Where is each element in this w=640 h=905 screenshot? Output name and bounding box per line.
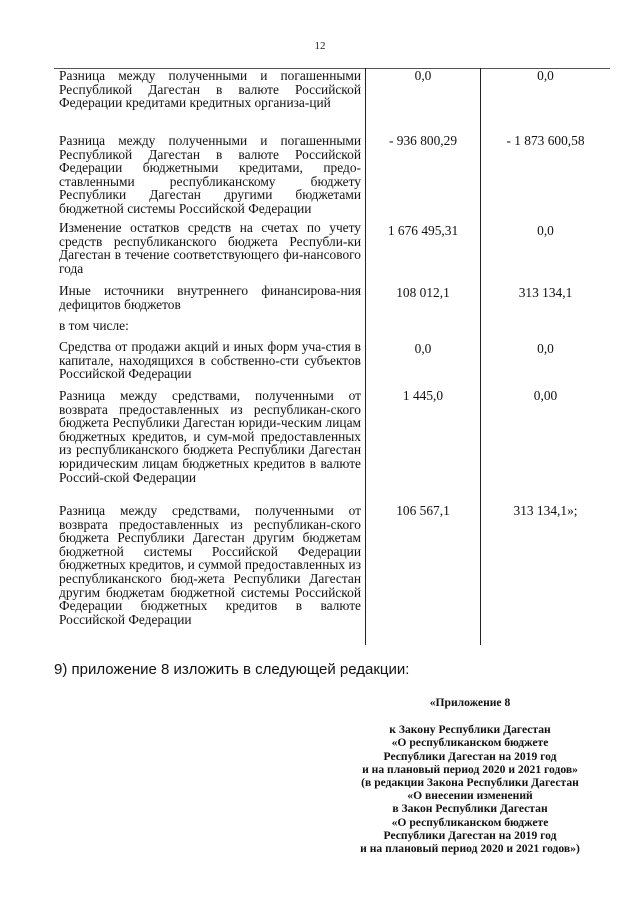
appendix-line: и на плановый период 2020 и 2021 годов» (362, 762, 578, 776)
row-label: в том числе: (59, 318, 129, 333)
appendix-line: к Закону Республики Дагестан (389, 723, 551, 737)
row-value-2020: 106 567,1 (396, 503, 450, 518)
row-label: Разница между полученными и погашенными Республикой Дагестан в валюте Российской Федерации кредитами кредитных организа-ций (59, 68, 361, 111)
row-value-2020: 0,0 (414, 68, 432, 83)
column-divider-2 (480, 68, 481, 645)
row-label: Средства от продажи акций и иных форм уча-стия в капитале, находящихся в собственно-сти субъектов Российской Федерации (59, 339, 361, 382)
row-label: Иные источники внутреннего финансирова-ния дефицитов бюджетов (59, 283, 361, 312)
appendix-line: и на плановый период 2020 и 2021 годов») (360, 842, 580, 856)
row-value-2021: 313 134,1»; (513, 503, 578, 518)
column-divider-1 (365, 68, 366, 645)
row-label: Изменение остатков средств на счетах по учету средств республиканского бюджета Республи-ки Дагестан в течение соответствующего фи-нансового года (59, 220, 361, 276)
appendix-line: (в редакции Закона Республики Дагестан (361, 776, 579, 790)
row-value-2021: 0,0 (537, 223, 554, 238)
row-value-2020: 108 012,1 (396, 285, 450, 300)
appendix-line: «О республиканском бюджете (391, 815, 549, 829)
row-value-2020: 1 445,0 (402, 388, 444, 403)
appendix-line: в Закон Республики Дагестан (392, 802, 548, 816)
row-value-2020: 1 676 495,31 (387, 223, 459, 238)
appendix-title: «Приложение 8 (429, 696, 511, 709)
row-value-2021: - 1 873 600,58 (506, 133, 585, 148)
row-label: Разница между средствами, полученными от возврата предоставленных из республикан-ского бюджета Республики Дагестан юриди-ческим лицам бюджетных кредитов, и сум-мой предоставленных из республиканского бюджета Республики Дагестан юридическим лицам бюджетных кредитов в валюте Россий-ской Федерации (59, 388, 361, 485)
row-value-2021: 0,0 (537, 341, 554, 356)
row-label: Разница между полученными и погашенными Республикой Дагестан в валюте Российской Федерации бюджетными кредитами, предо-ставленными республиканскому бюджету Республики Дагестан другими бюджетами бюджетной системы Российской Федерации (59, 133, 361, 216)
appendix-line: Республики Дагестан на 2019 год (383, 749, 557, 763)
page-number: 12 (314, 40, 326, 52)
amendment-instruction: 9) приложение 8 изложить в следующей редакции: (54, 661, 410, 678)
row-label: Разница между средствами, полученными от возврата предоставленных из республикан-ского бюджета Республики Дагестан другим бюджетам бюджетной системы Российской Федерации бюджетных кредитов, и суммой предоставленных из республиканского бюд-жета Республики Дагестан другим бюджетам бюджетной системы Российской Федерации бюджетных кредитов в валюте Российской Федерации (59, 503, 361, 627)
row-value-2021: 0,0 (537, 68, 554, 83)
appendix-line: «О республиканском бюджете (391, 736, 549, 750)
appendix-line: Республики Дагестан на 2019 год (383, 828, 557, 842)
appendix-heading (320, 696, 620, 855)
row-value-2020: 0,0 (414, 341, 432, 356)
row-value-2020: - 936 800,29 (388, 133, 458, 148)
row-value-2021: 0,00 (533, 388, 558, 403)
appendix-line: «О внесении изменений (407, 789, 533, 803)
row-value-2021: 313 134,1 (518, 285, 573, 300)
